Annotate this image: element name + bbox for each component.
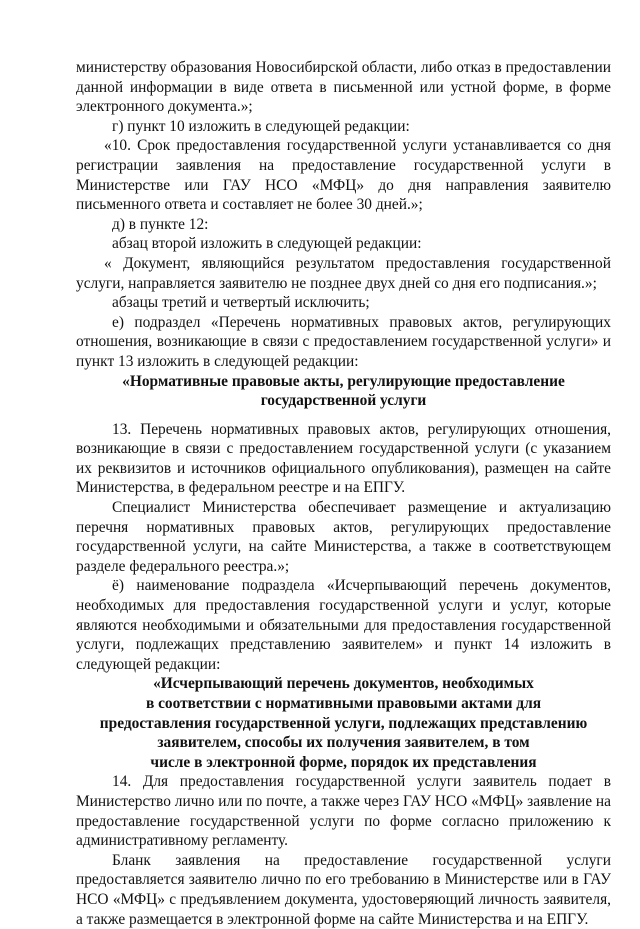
paragraph-12: 14. Для предоставления государственной услуги заявитель подает в Министерство лично или по почте, а также через ГАУ НСО «МФЦ» заявление на предоставление государственной услуги по форме согласно приложению к административному регламенту. xyxy=(76,773,611,850)
paragraph-2: г) пункт 10 изложить в следующей редакции: xyxy=(112,117,410,135)
paragraph-9: 13. Перечень нормативных правовых актов, регулирующих отношения, возникающие в связи с предоставлением государственной услуги (с указанием их реквизитов и источников официального опубликования), размещен на сайте Министерства, в федеральном реестре и на ЕПГУ. xyxy=(76,420,611,497)
paragraph-13: Бланк заявления на предоставление государственной услуги предоставляется заявителю лично по его требованию в Министерстве или в ГАУ НСО «МФЦ» с предъявлением документа, удостоверяющий личность заявителя, а также размещается в электронной форме на сайте Министерства и на ЕПГУ. xyxy=(76,851,611,928)
document-page xyxy=(76,58,611,929)
heading-1-line-2: государственной услуги xyxy=(260,392,427,410)
paragraph-10: Специалист Министерства обеспечивает размещение и актуализацию перечня нормативных правовых актов, регулирующих предоставление государственной услуги, на сайте Министерства, а также в соответствующем разделе федерального реестра.»; xyxy=(76,499,611,575)
paragraph-11: ё) наименование подраздела «Исчерпывающий перечень документов, необходимых для предоставления государственной услуги и услуг, которые являются необходимыми и обязательными для предоставления государственной услуги, подлежащих представлению заявителем» и пункт 14 изложить в следующей редакции: xyxy=(76,577,611,673)
paragraph-1: министерству образования Новосибирской области, либо отказ в предоставлении данной информации в виде ответа в письменной или устной форме, в форме электронного документа.»; xyxy=(76,59,611,116)
heading-2-line-3: предоставления государственной услуги, подлежащих представлению xyxy=(99,714,588,732)
spacer xyxy=(76,411,611,420)
heading-2-line-5: числе в электронной форме, порядок их представления xyxy=(150,753,537,771)
heading-2-line-4: заявителем, способы их получения заявителем, в том xyxy=(157,734,530,752)
paragraph-8: е) подраздел «Перечень нормативных правовых актов, регулирующих отношения, возникающие в связи с предоставлением государственной услуги» и пункт 13 изложить в следующей редакции: xyxy=(76,313,611,370)
heading-2-line-2: в соответствии с нормативными правовыми актами для xyxy=(145,695,542,712)
heading-2-line-1: «Исчерпывающий перечень документов, необходимых xyxy=(153,675,534,693)
paragraph-3: «10. Срок предоставления государственной услуги устанавливается со дня регистрации заявления на предоставление государственной услуги в Министерстве или ГАУ НСО «МФЦ» до дня направления заявителю письменного ответа и составляет не более 30 дней.»; xyxy=(76,137,611,214)
paragraph-5: абзац второй изложить в следующей редакции: xyxy=(112,235,422,253)
paragraph-6: « Документ, являющийся результатом предоставления государственной услуги, направляется заявителю не позднее двух дней со дня его подписания.»; xyxy=(76,254,611,292)
paragraph-7: абзацы третий и четвертый исключить; xyxy=(112,294,370,312)
paragraph-4: д) в пункте 12: xyxy=(112,215,209,233)
heading-1-line-1: «Нормативные правовые акты, регулирующие предоставление xyxy=(122,372,565,390)
